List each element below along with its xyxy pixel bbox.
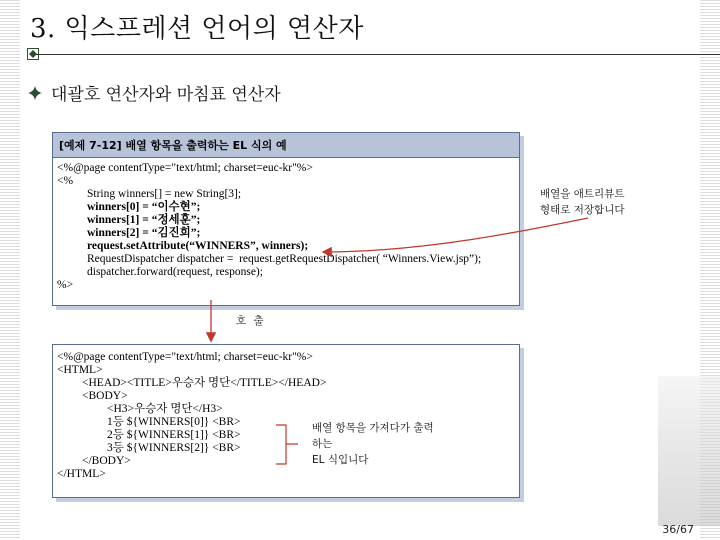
code-line: 1등 ${WINNERS[0]} <BR> <box>107 416 241 428</box>
section-heading-text: 대괄호 연산자와 마침표 연산자 <box>51 85 281 105</box>
code-line: winners[1] = “정세훈”; <box>87 214 201 226</box>
code-line: <BODY> <box>82 390 128 402</box>
code-line: 3등 ${WINNERS[2]} <BR> <box>107 442 241 454</box>
code-line: <% <box>57 175 74 187</box>
code-line: winners[2] = “김진희”; <box>87 227 201 239</box>
bracket <box>276 425 298 464</box>
code-line: 2등 ${WINNERS[1]} <BR> <box>107 429 241 441</box>
code-line: winners[0] = “이수현”; <box>87 201 201 213</box>
page-number: 36/67 <box>662 523 694 536</box>
pointer-arrow <box>324 218 588 252</box>
code-line: <%@page contentType="text/html; charset=euc-kr"%> <box>57 162 313 174</box>
call-label: 호 출 <box>236 315 266 327</box>
note-line: 형태로 저장합니다 <box>540 204 625 216</box>
code-line: dispatcher.forward(request, response); <box>87 266 263 278</box>
code-line: </BODY> <box>82 455 131 467</box>
code-line: request.setAttribute(“WINNERS”, winners); <box>87 240 309 252</box>
note-line: 배열 항목을 가져다가 출력 <box>312 422 434 434</box>
code-line: RequestDispatcher dispatcher = request.getRequestDispatcher( “Winners.View.jsp”); <box>87 253 482 265</box>
example-header: [예제 7-12] 배열 항목을 출력하는 EL 식의 예 <box>53 133 519 158</box>
building-photo <box>658 376 720 526</box>
note-line: 배열을 애트리뷰트 <box>540 188 625 200</box>
code-line: String winners[] = new String[3]; <box>87 188 242 200</box>
code-line: <HEAD><TITLE>우승자 명단</TITLE></HEAD> <box>82 377 327 389</box>
code-line: <HTML> <box>57 364 103 376</box>
code-line: </HTML> <box>57 468 106 480</box>
note-line: EL 식입니다 <box>312 454 369 466</box>
code-line: <H3>우승자 명단</H3> <box>107 403 223 415</box>
slide-title: 3. 익스프레션 언어의 연산자 <box>30 14 364 44</box>
note-line: 하는 <box>312 438 333 450</box>
code-line: <%@page contentType="text/html; charset=euc-kr"%> <box>57 351 313 363</box>
code-line: %> <box>57 279 74 291</box>
